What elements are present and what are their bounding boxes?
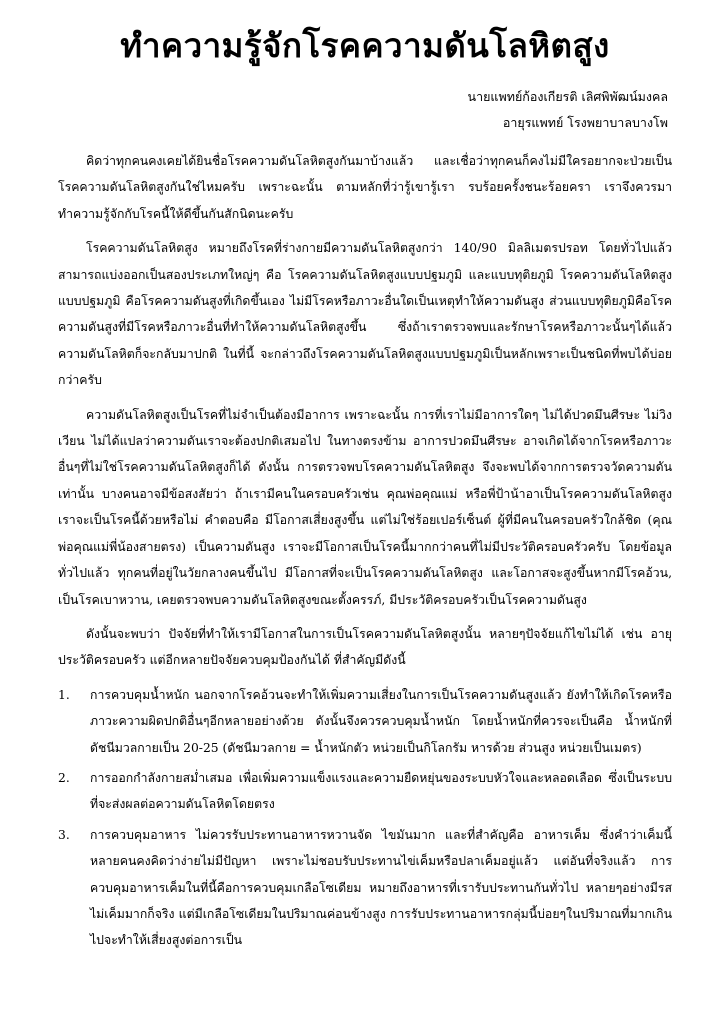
list-item-text: การควบคุมอาหาร ไม่ควรรับประทานอาหารหวานจัด ไขมันมาก และที่สำคัญคือ อาหารเค็ม ซึ่งคำว่าเค็มนี้ หลายคนคงคิดว่าง่ายไม่มีปัญหา เพราะไม่ชอบรับประทานไข่เค็มหรือปลาเค็มอยู่แล้ว แต่อันที่จริงแล้ว การควบคุมอาหารเค็มในที่นี้คือการควบคุมเกลือโซเดียม หมายถึงอาหารที่เรารับประทานกันทั่วไป หลายๆอย่างมีรสไม่เค็มมากก็จริง แต่มีเกลือโซเดียมในปริมาณค่อนข้างสูง การรับประทานอาหารกลุ่มนี้บ่อยๆในปริมาณที่มากเกินไปจะทำให้เสี่ยงสูงต่อการเป็น xyxy=(90,827,672,948)
paragraph-intro: คิดว่าทุกคนคงเคยได้ยินชื่อโรคความดันโลหิตสูงกันมาบ้างแล้ว และเชื่อว่าทุกคนก็คงไม่มีใครอยากจะป่วยเป็นโรคความดันโลหิตสูงกันใช่ไหมครับ เพราะฉะนั้น ตามหลักที่ว่ารู้เขารู้เรา รบร้อยครั้งชนะร้อยครา เราจึงควรมาทำความรู้จักกับโรคนี้ให้ดีขึ้นกันสักนิดนะครับ xyxy=(58,154,672,221)
paragraph-risk-factors: ดังนั้นจะพบว่า ปัจจัยที่ทำให้เรามีโอกาสในการเป็นโรคความดันโลหิตสูงนั้น หลายๆปัจจัยแก้ไขไม่ได้ เช่น อายุ ประวัติครอบครัว แต่อีกหลายปัจจัยควบคุมป้องกันได้ ที่สำคัญมีดังนี้ xyxy=(58,626,672,668)
list-item xyxy=(58,765,672,818)
prevention-list xyxy=(58,682,672,954)
document-title: ทำความรู้จักโรคความดันโลหิตสูง xyxy=(120,26,610,65)
list-number: 2. xyxy=(58,770,70,785)
list-number: 3. xyxy=(58,827,70,842)
author-position: อายุรแพทย์ โรงพยาบาลบางโพ xyxy=(502,115,668,130)
author-name: นายแพทย์ก้องเกียรติ เลิศพิพัฒน์มงคล xyxy=(467,89,668,104)
list-item-text: การออกกำลังกายสม่ำเสมอ เพื่อเพิ่มความแข็งแรงและความยืดหยุ่นของระบบหัวใจและหลอดเลือด ซึ่งเป็นระบบที่จะส่งผลต่อความดันโลหิตโดยตรง xyxy=(90,770,672,812)
list-item xyxy=(58,822,672,954)
paragraph-symptoms: ความดันโลหิตสูงเป็นโรคที่ไม่จำเป็นต้องมีอาการ เพราะฉะนั้น การที่เราไม่มีอาการใดๆ ไม่ได้ปวดมึนศีรษะ ไม่วิงเวียน ไม่ได้แปลว่าความดันเราจะต้องปกติเสมอไป ในทางตรงข้าม อาการปวดมึนศีรษะ อาจเกิดได้จากโรคหรือภาวะอื่นๆที่ไม่ใช่โรคความดันโลหิตสูงก็ได้ ดังนั้น การตรวจพบโรคความดันโลหิตสูง จึงจะพบได้จากการตรวจวัดความดันเท่านั้น บางคนอาจมีข้อสงสัยว่า ถ้าเรามีคนในครอบครัวเช่น คุณพ่อคุณแม่ หรือพี่ป้าน้าอาเป็นโรคความดันโลหิตสูง เราจะเป็นโรคนี้ด้วยหรือไม่ คำตอบคือ มีโอกาสเสี่ยงสูงขึ้น แต่ไม่ใช่ร้อยเปอร์เซ็นต์ ผู้ที่มีคนในครอบครัวใกล้ชิด (คุณพ่อคุณแม่พี่น้องสายตรง) เป็นความดันสูง เราจะมีโอกาสเป็นโรคนี้มากกว่าคนที่ไม่มีประวัติครอบครัวครับ โดยข้อมูลทั่วไปแล้ว ทุกคนที่อยู่ในวัยกลางคนขึ้นไป มีโอกาสที่จะเป็นโรคความดันโลหิตสูง และโอกาสจะสูงขึ้นหากมีโรคอ้วน, เป็นโรคเบาหวาน, เคยตรวจพบความดันโลหิตสูงขณะตั้งครรภ์, มีประวัติครอบครัวเป็นโรคความดันสูง xyxy=(58,407,672,607)
list-item xyxy=(58,682,672,761)
paragraph-definition: โรคความดันโลหิตสูง หมายถึงโรคที่ร่างกายมีความดันโลหิตสูงกว่า 140/90 มิลลิเมตรปรอท โดยทั่วไปแล้ว สามารถแบ่งออกเป็นสองประเภทใหญ่ๆ คือ โรคความดันโลหิตสูงแบบปฐมภูมิ และแบบทุติยภูมิ โรคความดันโลหิตสูงแบบปฐมภูมิ คือโรคความดันสูงที่เกิดขึ้นเอง ไม่มีโรคหรือภาวะอื่นใดเป็นเหตุทำให้ความดันสูง ส่วนแบบทุติยภูมิคือโรคความดันสูงที่มีโรคหรือภาวะอื่นที่ทำให้ความดันโลหิตสูงขึ้น ซึ่งถ้าเราตรวจพบและรักษาโรคหรือภาวะนั้นๆได้แล้ว ความดันโลหิตก็จะกลับมาปกติ ในที่นี้ จะกล่าวถึงโรคความดันโลหิตสูงแบบปฐมภูมิเป็นหลักเพราะเป็นชนิดที่พบได้บ่อยกว่าครับ xyxy=(58,241,672,388)
author-block xyxy=(58,84,672,136)
list-number: 1. xyxy=(58,687,70,702)
document-body xyxy=(58,148,672,954)
list-item-text: การควบคุมน้ำหนัก นอกจากโรคอ้วนจะทำให้เพิ่มความเสี่ยงในการเป็นโรคความดันสูงแล้ว ยังทำให้เกิดโรคหรือภาวะความผิดปกติอื่นๆอีกหลายอย่างด้วย ดังนั้นจึงควรควบคุมน้ำหนัก โดยน้ำหนักที่ควรจะเป็นคือ น้ำหนักที่ดัชนีมวลกายเป็น 20-25 (ดัชนีมวลกาย = น้ำหนักตัว หน่วยเป็นกิโลกรัม หารด้วย ส่วนสูง หน่วยเป็นเมตร) xyxy=(90,687,672,755)
